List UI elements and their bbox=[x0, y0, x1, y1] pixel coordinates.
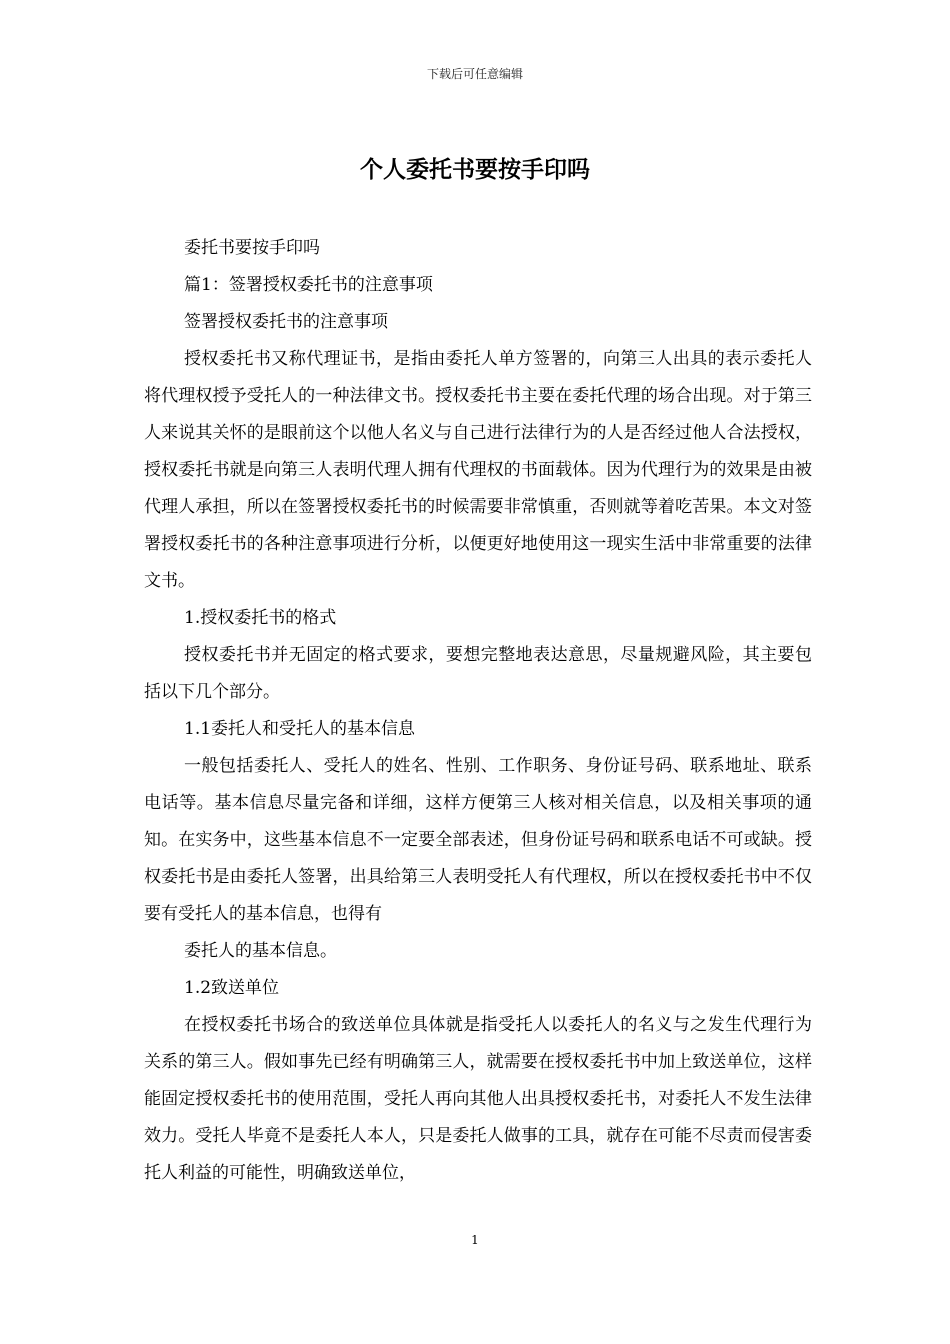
paragraph-basic-info-body: 一般包括委托人、受托人的姓名、性别、工作职务、身份证号码、联系地址、联系电话等。基本信息尽量完备和详细，这样方便第三人核对相关信息，以及相关事项的通知。在实务中，这些基本信息不一定要全部表述，但身份证号码和联系电话不可或缺。授权委托书是由委托人签署，出具给第三人表明受托人有代理权，所以在授权委托书中不仅要有受托人的基本信息，也得有 bbox=[144, 756, 812, 924]
page-header-note: 下载后可任意编辑 bbox=[426, 67, 523, 81]
paragraph-basic-info-continued: 委托人的基本信息。 bbox=[184, 941, 337, 961]
document-body bbox=[144, 230, 812, 1192]
paragraph-format-body: 授权委托书并无固定的格式要求，要想完整地表达意思，尽量规避风险，其主要包括以下几个部分。 bbox=[144, 645, 812, 702]
page-number: 1 bbox=[471, 1233, 479, 1247]
paragraph-section-title: 签署授权委托书的注意事项 bbox=[184, 312, 388, 332]
document-title: 个人委托书要按手印吗 bbox=[360, 156, 590, 183]
paragraph-heading-basic-info: 1.1委托人和受托人的基本信息 bbox=[184, 719, 416, 739]
paragraph-intro-question: 委托书要按手印吗 bbox=[184, 238, 320, 258]
paragraph-recipient-body: 在授权委托书场合的致送单位具体就是指受托人以委托人的名义与之发生代理行为关系的第三人。假如事先已经有明确第三人，就需要在授权委托书中加上致送单位，这样能固定授权委托书的使用范围，受托人再向其他人出具授权委托书，对委托人不发生法律效力。受托人毕竟不是委托人本人，只是委托人做事的工具，就存在可能不尽责而侵害委托人利益的可能性，明确致送单位， bbox=[144, 1015, 812, 1183]
paragraph-article-heading: 篇1：签署授权委托书的注意事项 bbox=[184, 275, 433, 295]
paragraph-definition: 授权委托书又称代理证书，是指由委托人单方签署的，向第三人出具的表示委托人将代理权授予受托人的一种法律文书。授权委托书主要在委托代理的场合出现。对于第三人来说其关怀的是眼前这个以他人名义与自己进行法律行为的人是否经过他人合法授权，授权委托书就是向第三人表明代理人拥有代理权的书面载体。因为代理行为的效果是由被代理人承担，所以在签署授权委托书的时候需要非常慎重，否则就等着吃苦果。本文对签署授权委托书的各种注意事项进行分析，以便更好地使用这一现实生活中非常重要的法律文书。 bbox=[144, 349, 812, 591]
paragraph-heading-format: 1.授权委托书的格式 bbox=[184, 608, 337, 628]
paragraph-heading-recipient: 1.2致送单位 bbox=[184, 978, 280, 998]
